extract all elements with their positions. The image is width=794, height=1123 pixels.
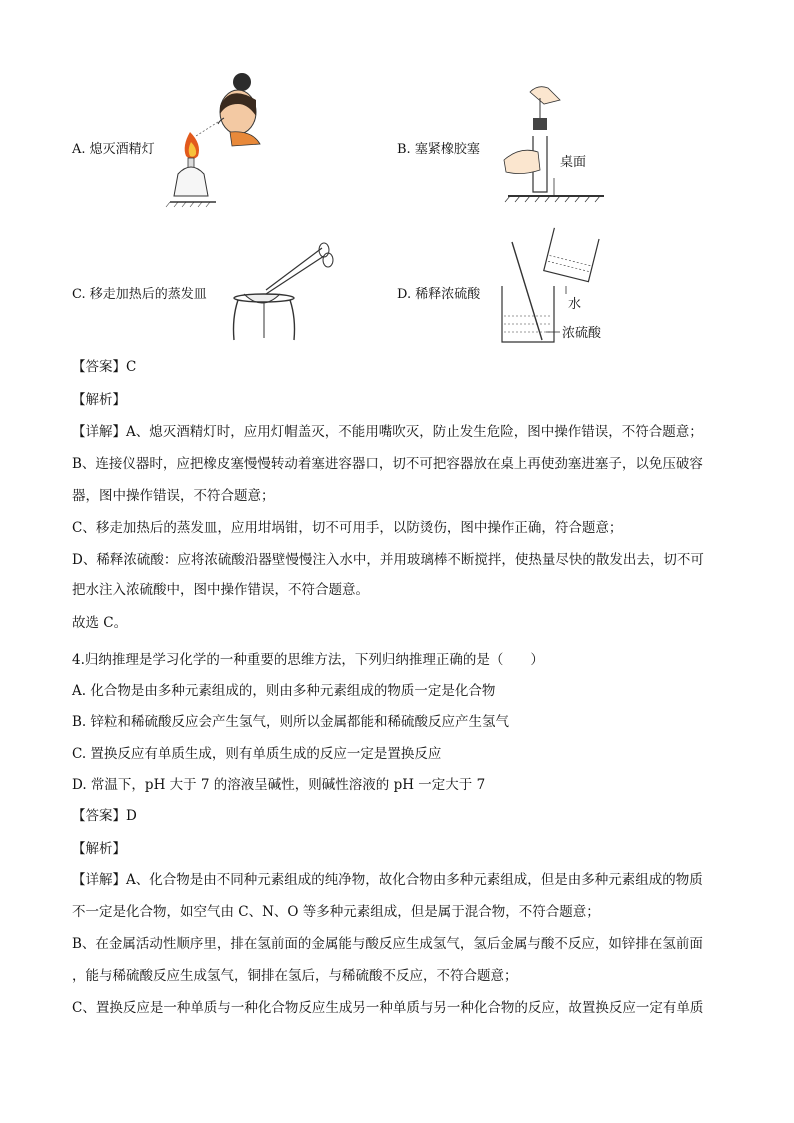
q3-detail-line-5: D、稀释浓硫酸：应将浓硫酸沿器壁慢慢注入水中，并用玻璃棒不断搅拌，使热量尽快的散发出去，切不可 (72, 552, 704, 568)
figure-insert-stopper (500, 80, 610, 210)
q3-detail-label: 【详解】 (72, 424, 126, 440)
option-c-label: C. 移走加热后的蒸发皿 (72, 287, 207, 302)
q4-detail-line-4: ，能与稀硫酸反应生成氢气，铜排在氢后，与稀硫酸不反应，不符合题意； (72, 968, 518, 984)
figure-blow-lamp (160, 70, 270, 210)
option-a-label: A. 熄灭酒精灯 (72, 142, 155, 157)
q4-stem: 4.归纳推理是学习化学的一种重要的思维方法，下列归纳推理正确的是（ ） (72, 652, 544, 668)
option-b-label: B. 塞紧橡胶塞 (397, 142, 480, 157)
q4-detail-line-5: C、置换反应是一种单质与一种化合物反应生成另一种单质与另一种化合物的反应，故置换反应一定有单质 (72, 1000, 704, 1016)
q4-detail-label: 【详解】 (72, 872, 126, 888)
q3-detail-line-2: B、连接仪器时，应把橡皮塞慢慢转动着塞进容器口，切不可把容器放在桌上再使劲塞进塞子，以免压破容 (72, 456, 703, 472)
q4-answer: 【答案】D (72, 808, 137, 824)
label-acid: 浓硫酸 (562, 326, 602, 341)
figure-evaporating-dish (226, 238, 336, 348)
q3-conclusion: 故选 C。 (72, 615, 128, 631)
q3-analysis-title: 【解析】 (72, 392, 126, 408)
label-desk: 桌面 (560, 155, 587, 170)
q4-analysis-title: 【解析】 (72, 841, 126, 857)
q3-detail-line-4: C、移走加热后的蒸发皿，应用坩埚钳，切不可用手，以防烫伤，图中操作正确，符合题意； (72, 520, 623, 536)
q4-option-d: D. 常温下，pH 大于 7 的溶液呈碱性，则碱性溶液的 pH 一定大于 7 (72, 777, 486, 793)
option-d-label: D. 稀释浓硫酸 (397, 287, 481, 302)
q4-option-a: A. 化合物是由多种元素组成的，则由多种元素组成的物质一定是化合物 (72, 683, 496, 699)
q4-detail-line-3: B、在金属活动性顺序里，排在氢前面的金属能与酸反应生成氢气，氢后金属与酸不反应，如锌排在氢前面 (72, 936, 703, 952)
q3-detail-line-3: 器，图中操作错误，不符合题意； (72, 488, 275, 504)
figure-dilute-acid (498, 236, 638, 346)
q3-detail-line-1: 【详解】A、熄灭酒精灯时，应用灯帽盖灭，不能用嘴吹灭，防止发生危险，图中操作错误，不符合题意； (72, 424, 703, 440)
q4-detail-line-2: 不一定是化合物，如空气由 C、N、O 等多种元素组成，但是属于混合物，不符合题意； (72, 904, 600, 920)
q4-option-c: C. 置换反应有单质生成，则有单质生成的反应一定是置换反应 (72, 746, 442, 762)
q4-option-b: B. 锌粒和稀硫酸反应会产生氢气，则所以金属都能和稀硫酸反应产生氢气 (72, 714, 510, 730)
q4-detail-line-1: 【详解】A、化合物是由不同种元素组成的纯净物，故化合物由多种元素组成，但是由多种元素组成的物质 (72, 872, 703, 888)
q3-detail-line-6: 把水注入浓硫酸中，图中操作错误，不符合题意。 (72, 582, 369, 598)
q3-answer: 【答案】C (72, 359, 137, 375)
label-water: 水 (568, 297, 582, 312)
